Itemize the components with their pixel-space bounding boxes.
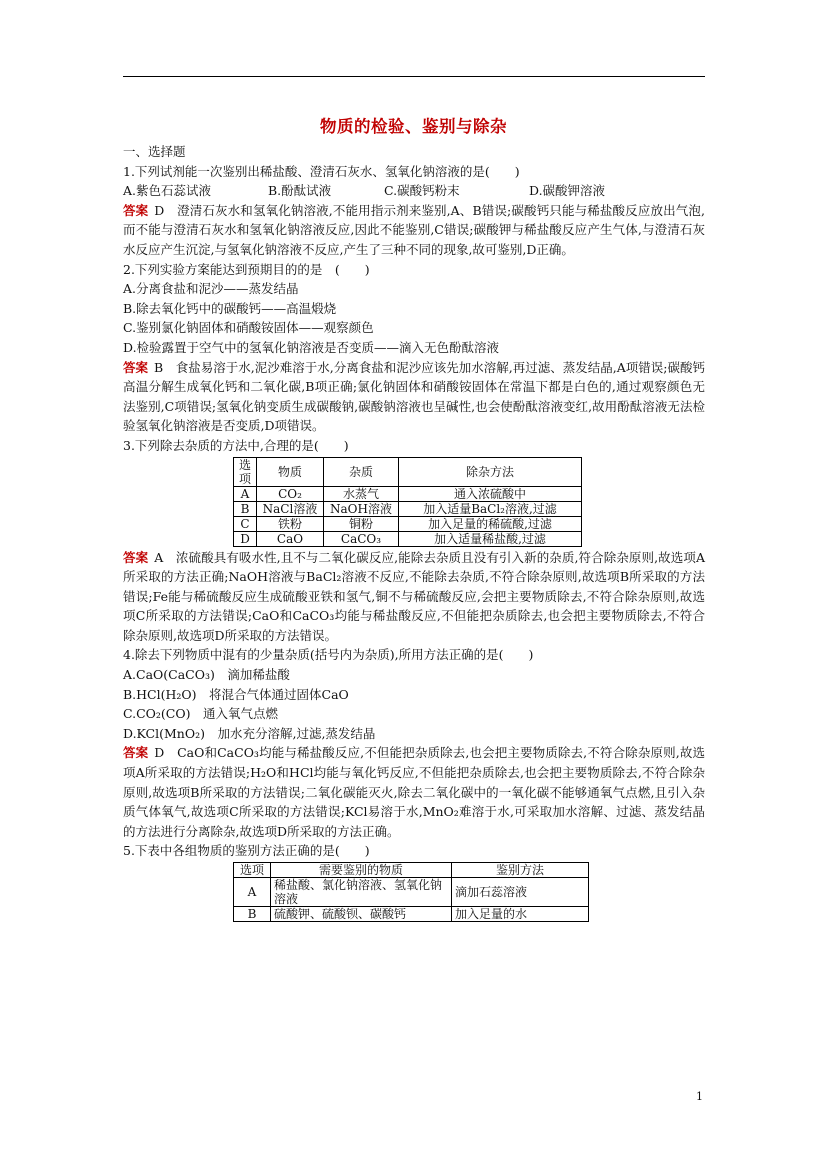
q1-stem: 1.下列试剂能一次鉴别出稀盐酸、澄清石灰水、氢氧化钠溶液的是( ) — [123, 163, 520, 179]
q1-option-d: D.碳酸钾溶液 — [529, 183, 606, 199]
table-cell: C — [234, 516, 257, 531]
q3-stem: 3.下列除去杂质的方法中,合理的是( ) — [123, 437, 349, 453]
table-row — [234, 486, 582, 501]
q2-answer-text: B 食盐易溶于水,泥沙难溶于水,分离食盐和泥沙应该先加水溶解,再过滤、蒸发结晶,A项错误;碳酸钙高温分解生成氧化钙和二氧化碳,B项正确;氯化钠固体和硝酸铵固体在常温下都是白色的,通过观察颜色无法鉴别,C项错误;氢氧化钠变质生成碳酸钠,碳酸钠溶液也呈碱性,也会使酚酞溶液变红,故用酚酞溶液无法检验氢氧化钠溶液是否变质,D项错误。 — [123, 359, 705, 434]
q2-option-a: A.分离食盐和泥沙——蒸发结晶 — [123, 281, 299, 297]
q1-answer — [123, 201, 705, 260]
document-body — [123, 142, 705, 923]
q4-option-a: A.CaO(CaCO₃) 滴加稀盐酸 — [123, 667, 290, 683]
table-cell: A — [234, 878, 271, 907]
table-cell: 铜粉 — [324, 516, 399, 531]
header-rule — [123, 76, 705, 77]
table-cell: CO₂ — [257, 486, 324, 501]
q1-option-c: C.碳酸钙粉末 — [384, 183, 460, 199]
table-header-cell: 除杂方法 — [399, 457, 582, 486]
table-row — [234, 516, 582, 531]
table-cell: NaOH溶液 — [324, 501, 399, 516]
q2-option-c: C.鉴别氯化钠固体和硝酸铵固体——观察颜色 — [123, 320, 374, 336]
q5-table — [233, 862, 589, 922]
q4-stem: 4.除去下列物质中混有的少量杂质(括号内为杂质),所用方法正确的是( ) — [123, 647, 534, 663]
table-row — [234, 878, 589, 907]
document-title: 物质的检验、鉴别与除杂 — [320, 117, 507, 136]
q1-option-b: B.酚酞试液 — [268, 183, 332, 199]
q2-option-d: D.检验露置于空气中的氢氧化钠溶液是否变质——滴入无色酚酞溶液 — [123, 339, 500, 355]
q3-table — [233, 457, 582, 547]
q4-option-d: D.KCl(MnO₂) 加水充分溶解,过滤,蒸发结晶 — [123, 725, 376, 741]
table-cell: NaCl溶液 — [257, 501, 324, 516]
q5-stem: 5.下表中各组物质的鉴别方法正确的是( ) — [123, 843, 370, 859]
q2-option-b: B.除去氧化钙中的碳酸钙——高温煅烧 — [123, 300, 337, 316]
table-cell: 加入适量稀盐酸,过滤 — [399, 531, 582, 546]
answer-label: 答案 — [123, 745, 149, 761]
table-cell: D — [234, 531, 257, 546]
table-row — [234, 531, 582, 546]
q1-answer-text: D 澄清石灰水和氢氧化钠溶液,不能用指示剂来鉴别,A、B错误;碳酸钙只能与稀盐酸反应放出气泡,而不能与澄清石灰水和氢氧化钠溶液反应,因此不能鉴别,C错误;碳酸钾与稀盐酸反应产生气体,与澄清石灰水反应产生沉淀,与氢氧化钠溶液不反应,产生了三种不同的现象,故可鉴别,D正确。 — [123, 202, 705, 257]
table-cell: 加入足量的稀硫酸,过滤 — [399, 516, 582, 531]
table-header-row — [234, 863, 589, 878]
answer-label: 答案 — [123, 549, 149, 565]
q1-options — [123, 181, 705, 201]
answer-label: 答案 — [123, 202, 149, 218]
answer-label: 答案 — [123, 359, 149, 375]
table-header-cell: 选项 — [234, 863, 271, 878]
q2-stem: 2.下列实验方案能达到预期目的的是 ( ) — [123, 261, 370, 277]
table-cell: A — [234, 486, 257, 501]
table-cell: B — [234, 501, 257, 516]
q2-answer — [123, 358, 705, 436]
q4-answer-text: D CaO和CaCO₃均能与稀盐酸反应,不但能把杂质除去,也会把主要物质除去,不符合除杂原则,故选项A所采取的方法错误;H₂O和HCl均能与氧化钙反应,不但能把杂质除去,也会把主要物质除去,不符合除杂原则,故选项B所采取的方法错误;二氧化碳能灭火,除去二氧化碳中的一氧化碳不能够通氧气点燃,且引入杂质气体氧气,故选项C所采取的方法错误;KCl易溶于水,MnO₂难溶于水,可采取加水溶解、过滤、蒸发结晶的方法进行分离除杂,故选项D所采取的方法正确。 — [123, 745, 705, 839]
table-cell: 硫酸钾、硫酸钡、碳酸钙 — [271, 907, 452, 922]
table-header-cell: 鉴别方法 — [452, 863, 589, 878]
table-cell: 滴加石蕊溶液 — [452, 878, 589, 907]
q3-answer-text: A 浓硫酸具有吸水性,且不与二氧化碳反应,能除去杂质且没有引入新的杂质,符合除杂原则,故选项A所采取的方法正确;NaOH溶液与BaCl₂溶液不反应,不能除去杂质,不符合除杂原则,故选项B所采取的方法错误;Fe能与稀硫酸反应生成硫酸亚铁和氢气,铜不与稀硫酸反应,会把主要物质除去,不符合除杂原则,故选项C所采取的方法错误;CaO和CaCO₃均能与稀盐酸反应,不但能把杂质除去,也会把主要物质除去,不符合除杂原则,故选项D所采取的方法错误。 — [123, 549, 705, 643]
table-row — [234, 907, 589, 922]
table-header-row — [234, 457, 582, 486]
table-cell: 水蒸气 — [324, 486, 399, 501]
table-cell: 通入浓硫酸中 — [399, 486, 582, 501]
table-cell: CaCO₃ — [324, 531, 399, 546]
page-number: 1 — [696, 1090, 703, 1103]
q3-answer — [123, 548, 705, 646]
table-header-cell: 杂质 — [324, 457, 399, 486]
table-cell: 加入适量BaCl₂溶液,过滤 — [399, 501, 582, 516]
table-header-cell: 需要鉴别的物质 — [271, 863, 452, 878]
q4-option-b: B.HCl(H₂O) 将混合气体通过固体CaO — [123, 686, 349, 702]
table-header-cell: 选项 — [234, 457, 257, 486]
q1-option-a: A.紫色石蕊试液 — [123, 183, 212, 199]
table-cell: 加入足量的水 — [452, 907, 589, 922]
table-cell: 稀盐酸、氯化钠溶液、氢氧化钠溶液 — [271, 878, 452, 907]
table-header-cell: 物质 — [257, 457, 324, 486]
table-cell: 铁粉 — [257, 516, 324, 531]
table-row — [234, 501, 582, 516]
q4-option-c: C.CO₂(CO) 通入氧气点燃 — [123, 706, 278, 722]
section-heading: 一、选择题 — [123, 144, 186, 159]
q4-answer — [123, 743, 705, 841]
table-cell: B — [234, 907, 271, 922]
table-cell: CaO — [257, 531, 324, 546]
